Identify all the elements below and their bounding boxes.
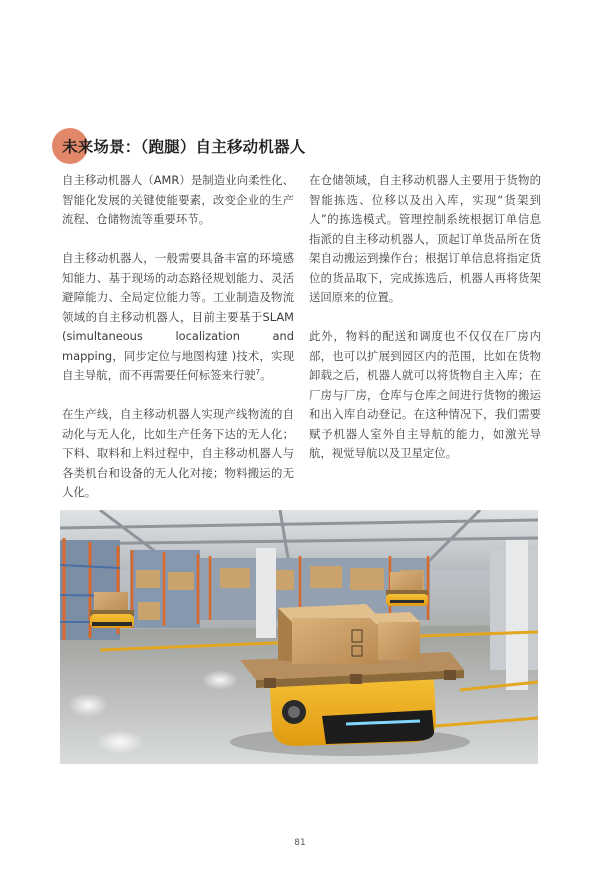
- right-paragraph-2: 此外，物料的配送和调度也不仅仅在厂房内部，也可以扩展到园区内的范围，比如在货物卸载之后，机器人就可以将货物自主入库；在厂房与厂房，仓库与仓库之间进行货物的搬运和出入库自动登记。在这种情况下，我们需要赋予机器人室外自主导航的能力，如激光导航，视觉导航以及卫星定位。: [309, 329, 541, 460]
- left-text-column: [62, 171, 294, 522]
- warehouse-robot-illustration: [60, 510, 538, 764]
- right-paragraph-1: 在仓储领域，自主移动机器人主要用于货物的智能拣选、位移以及出入库，实现“货架到人”的拣选模式。管理控制系统根据订单信息指派的自主移动机器人，顶起订单货品所在货架自动搬运到操作台；根据订单信息将指定货位的货品取下，完成拣选后，机器人再将货架送回原来的位置。: [309, 173, 541, 304]
- background-robot-right: [386, 572, 428, 606]
- left-paragraph-2: [62, 249, 294, 386]
- section-title: 未来场景：（跑腿）自主移动机器人: [62, 138, 306, 156]
- section-heading: [52, 128, 305, 164]
- page-number: 81: [294, 838, 306, 848]
- footnote-marker: 7: [255, 368, 261, 377]
- left-paragraph-3: 在生产线，自主移动机器人实现产线物流的自动化与无人化，比如生产任务下达的无人化；下料、取料和上料过程中，自主移动机器人与各类机台和设备的无人化对接；物料搬运的无人化。: [62, 407, 294, 499]
- left-paragraph-2-text: 自主移动机器人，一般需要具备丰富的环境感知能力、基于现场的动态路径规划能力、灵活避障能力、全局定位能力等。工业制造及物流领域的自主移动机器人，目前主要基于SLAM (simultaneous localization and mapping，同步定位与地图构建 )技术，实现自主导航，而不再需要任何标签来行驶: [62, 251, 294, 382]
- warehouse-robot-photo: [60, 510, 538, 764]
- pillar: [256, 548, 276, 638]
- left-paragraph-1: 自主移动机器人（AMR）是制造业向柔性化、智能化发展的关键使能要素，改变企业的生产流程、仓储物流等重要环节。: [62, 173, 294, 226]
- background-robot-left: [90, 592, 134, 628]
- right-text-column: [309, 171, 541, 483]
- left-paragraph-2-end: 。: [260, 368, 272, 382]
